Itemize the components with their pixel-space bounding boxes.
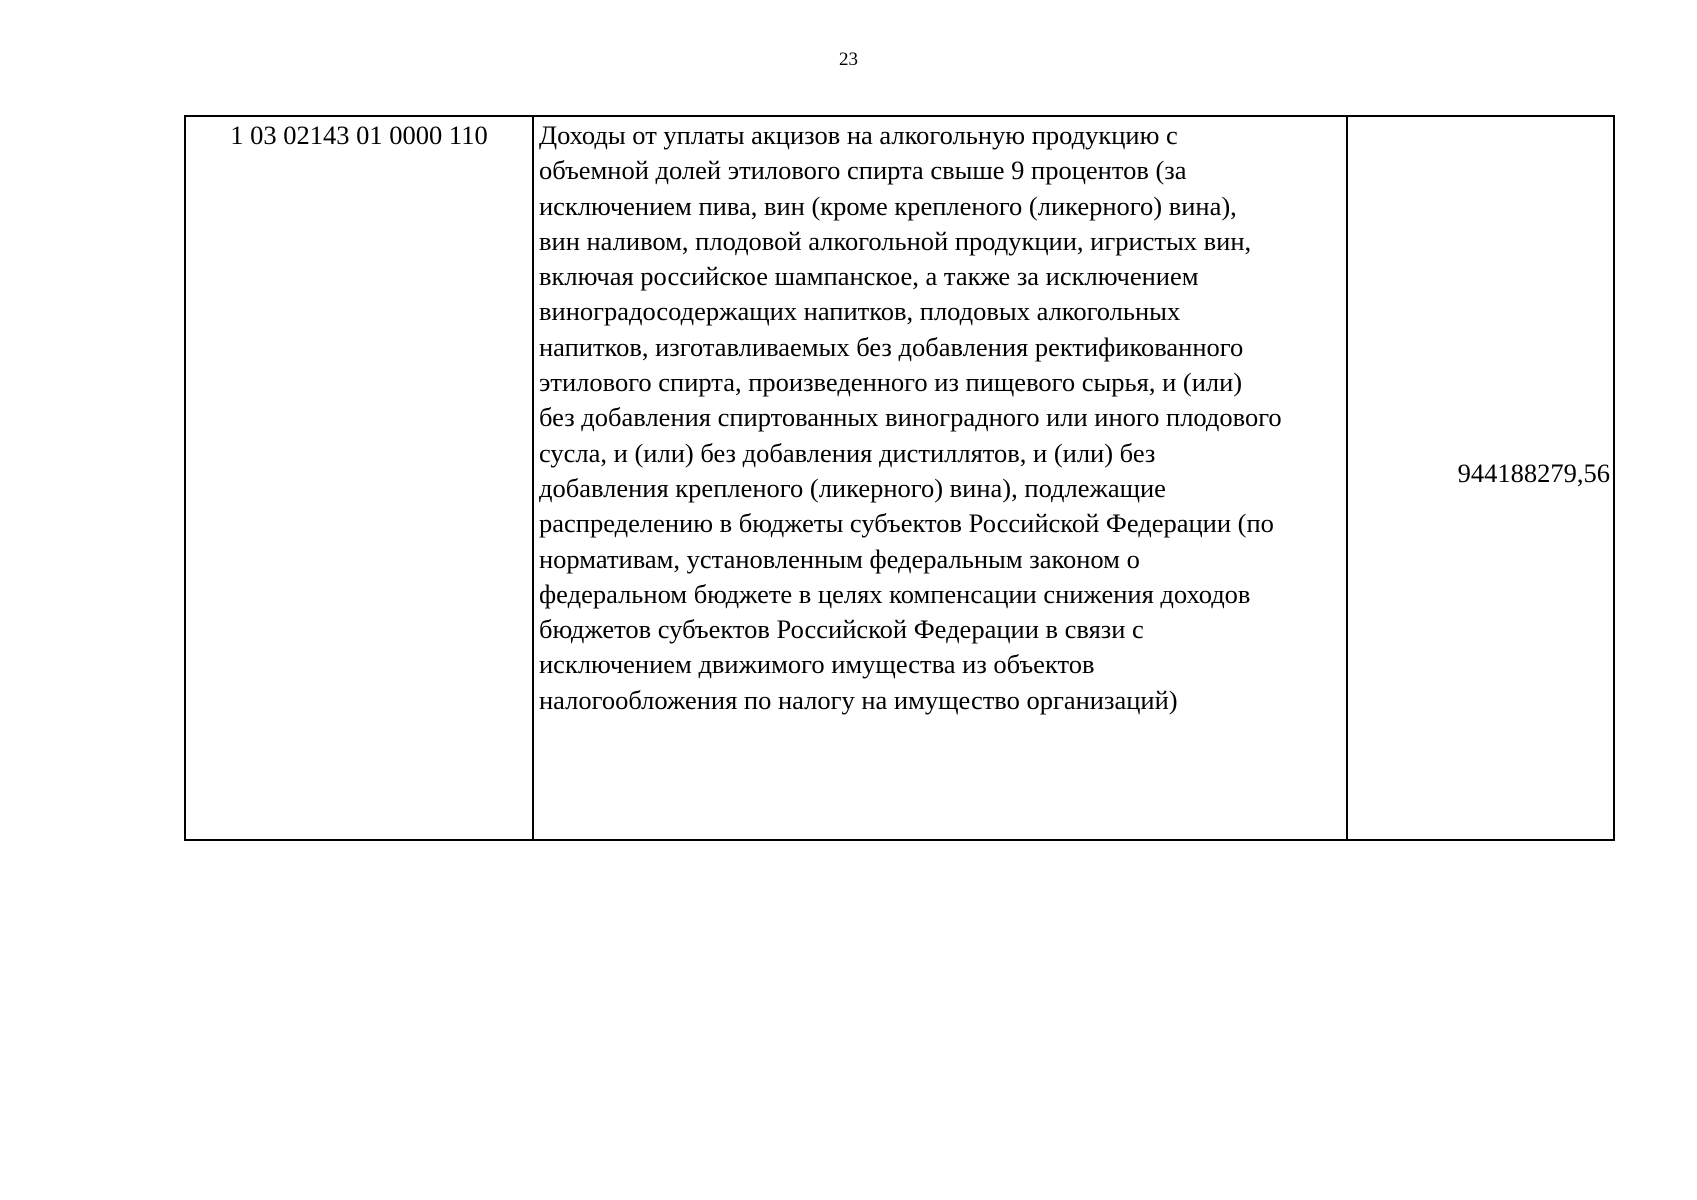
description-line: без добавления спиртованных виноградного или иного плодового	[539, 402, 1282, 433]
description-line: федеральном бюджете в целях компенсации снижения доходов	[539, 578, 1251, 609]
description-line: налогообложения по налогу на имущество организаций)	[539, 684, 1178, 715]
revenue-table	[184, 115, 1615, 841]
table-row	[185, 116, 1614, 840]
description-line: бюджетов субъектов Российской Федерации в связи с	[539, 614, 1144, 645]
description-line: исключением движимого имущества из объектов	[539, 649, 1095, 680]
description-line: сусла, и (или) без добавления дистиллятов, и (или) без	[539, 437, 1156, 468]
description-line: напитков, изготавливаемых без добавления ректификованного	[539, 331, 1244, 362]
description-line: исключением пива, вин (кроме крепленого (ликерного) вина),	[539, 190, 1237, 221]
description-line: этилового спирта, произведенного из пищевого сырья, и (или)	[539, 367, 1243, 398]
revenue-amount: 944188279,56	[1347, 116, 1614, 840]
description-line: нормативам, установленным федеральным законом о	[539, 543, 1140, 574]
description-line: вин наливом, плодовой алкогольной продукции, игристых вин,	[539, 225, 1252, 256]
description-line: включая российское шампанское, а также за исключением	[539, 261, 1199, 292]
description-line: объемной долей этилового спирта свыше 9 процентов (за	[539, 155, 1187, 186]
budget-classification-code: 1 03 02143 01 0000 110	[185, 116, 533, 840]
description-line: добавления крепленого (ликерного) вина), подлежащие	[539, 472, 1166, 503]
revenue-description	[533, 116, 1347, 840]
description-line: распределению в бюджеты субъектов Российской Федерации (по	[539, 508, 1274, 539]
page-number: 23	[839, 49, 858, 70]
description-line: виноградосодержащих напитков, плодовых алкогольных	[539, 296, 1181, 327]
description-line: Доходы от уплаты акцизов на алкогольную продукцию с	[539, 120, 1178, 150]
